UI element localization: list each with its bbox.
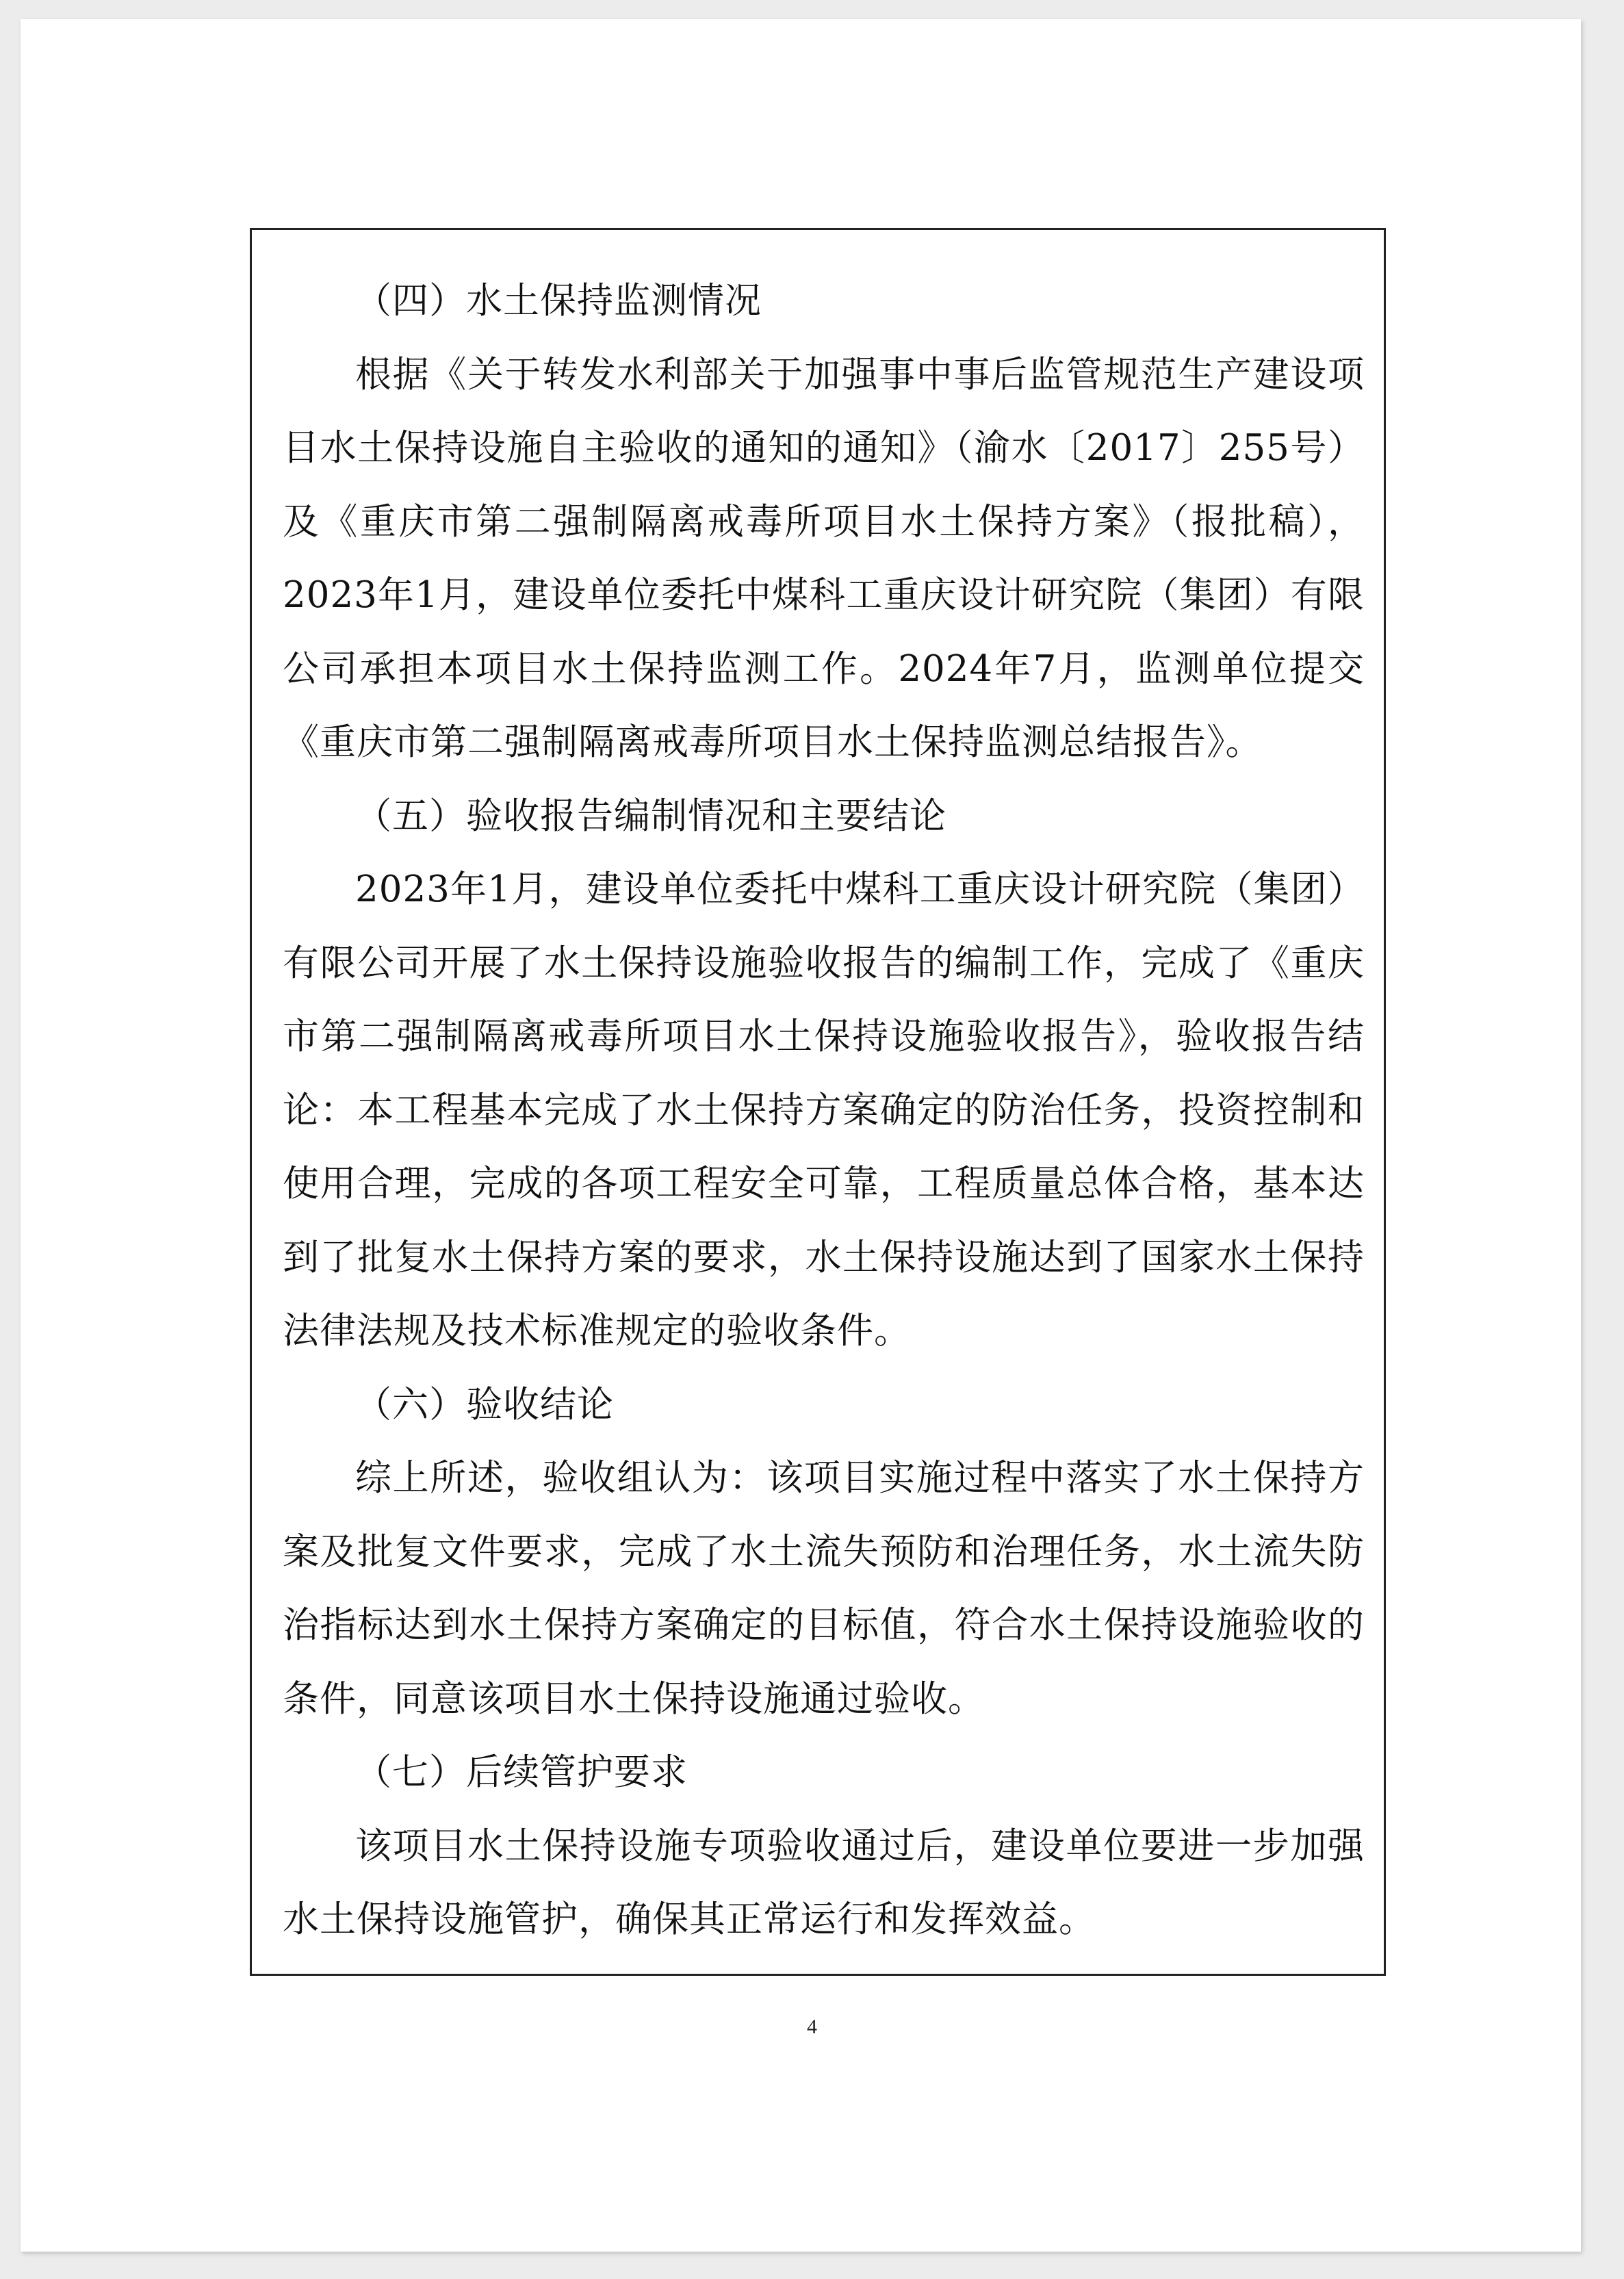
page-number: 4 xyxy=(807,2016,817,2038)
section-paragraph: 该项目水土保持设施专项验收通过后，建设单位要进一步加强水土保持设施管护，确保其正常运行和发挥效益。 xyxy=(283,1825,1365,1940)
content-frame xyxy=(250,228,1386,1976)
document-page xyxy=(21,19,1581,2252)
section-paragraph: 综上所述，验收组认为：该项目实施过程中落实了水土保持方案及批复文件要求，完成了水土流失预防和治理任务，水土流失防治指标达到水土保持方案确定的目标值，符合水土保持设施验收的条件，同意该项目水土保持设施通过验收。 xyxy=(283,1457,1365,1720)
section-paragraph: 2023年1月，建设单位委托中煤科工重庆设计研究院（集团）有限公司开展了水土保持设施验收报告的编制工作，完成了《重庆市第二强制隔离戒毒所项目水土保持设施验收报告》，验收报告结论：本工程基本完成了水土保持方案确定的防治任务，投资控制和使用合理，完成的各项工程安全可靠，工程质量总体合格，基本达到了批复水土保持方案的要求，水土保持设施达到了国家水土保持法律法规及技术标准规定的验收条件。 xyxy=(283,868,1365,1352)
section-heading-6: （六）验收结论 xyxy=(355,1383,614,1426)
section-heading-7: （七）后续管护要求 xyxy=(355,1751,688,1793)
document-body xyxy=(283,264,1365,1957)
section-heading-5: （五）验收报告编制情况和主要结论 xyxy=(355,795,946,837)
section-paragraph: 根据《关于转发水利部关于加强事中事后监管规范生产建设项目水土保持设施自主验收的通知的通知》（渝水〔2017〕255号）及《重庆市第二强制隔离戒毒所项目水土保持方案》（报批稿），2023年1月，建设单位委托中煤科工重庆设计研究院（集团）有限公司承担本项目水土保持监测工作。2024年7月，监测单位提交《重庆市第二强制隔离戒毒所项目水土保持监测总结报告》。 xyxy=(283,353,1365,763)
section-heading-4: （四）水土保持监测情况 xyxy=(355,280,762,322)
